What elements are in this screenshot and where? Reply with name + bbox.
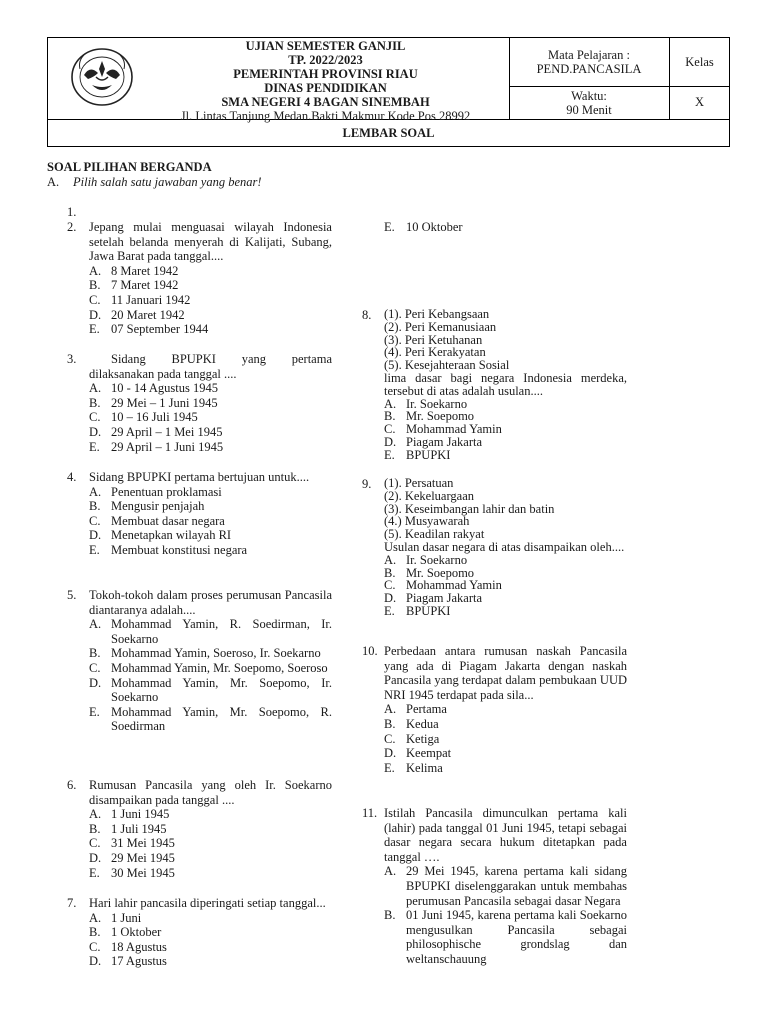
- option-letter: D.: [89, 424, 102, 439]
- section-title: SOAL PILIHAN BERGANDA: [47, 160, 212, 174]
- question-5: [67, 588, 332, 734]
- school-address: Jl. Lintas Tanjung Medan.Bakti Makmur Kode Pos 28992: [180, 109, 471, 123]
- option-letter: E.: [89, 439, 100, 454]
- answer-option[interactable]: [362, 554, 627, 567]
- question-stem: Rumusan Pancasila yang oleh Ir. Soekarno disampaikan pada tanggal ....: [89, 778, 332, 807]
- answer-option[interactable]: [67, 851, 332, 866]
- question-number: 4.: [67, 470, 77, 484]
- time-value: 90 Menit: [566, 103, 612, 117]
- question-stem: Istilah Pancasila dimunculkan pertama kali (lahir) pada tanggal 01 Juni 1945, tetapi sebagai dasar negara secara hukum ditetapkan pada tanggal ….: [384, 806, 627, 864]
- answer-option[interactable]: [67, 705, 332, 734]
- answer-option[interactable]: [67, 836, 332, 851]
- list-line: (3). Peri Ketuhanan: [384, 332, 483, 347]
- option-text: 11 Januari 1942: [111, 292, 191, 307]
- answer-option[interactable]: [67, 822, 332, 837]
- subject-label: Mata Pelajaran :: [548, 48, 630, 62]
- option-letter: D.: [384, 591, 397, 606]
- option-text: 10 Oktober: [406, 220, 463, 234]
- option-letter: B.: [384, 908, 396, 923]
- question-1: [67, 205, 332, 220]
- answer-option[interactable]: [67, 293, 332, 308]
- answer-option[interactable]: [67, 440, 332, 455]
- answer-option[interactable]: [67, 499, 332, 514]
- option-text: Keempat: [406, 746, 452, 761]
- question-stem: Hari lahir pancasila diperingati setiap tanggal...: [89, 896, 326, 910]
- option-letter: A.: [89, 807, 102, 822]
- list-line: (4). Peri Kerakyatan: [384, 345, 486, 360]
- question-number: 5.: [67, 588, 77, 602]
- time-label: Waktu:: [571, 89, 607, 103]
- option-text: Membuat dasar negara: [111, 513, 225, 528]
- option-letter: D.: [89, 675, 102, 690]
- question-number: 2.: [67, 220, 77, 234]
- institution-block: [148, 39, 503, 123]
- option-text: 30 Mei 1945: [111, 865, 175, 880]
- class-cell: [669, 38, 730, 119]
- answer-option[interactable]: [67, 646, 332, 661]
- institution-line: PEMERINTAH PROVINSI RIAU: [233, 67, 418, 81]
- exam-header-table: [47, 37, 730, 147]
- institution-cell: [48, 38, 510, 123]
- option-text: Mr. Soepomo: [406, 409, 475, 424]
- option-text: Mohammad Yamin, Soeroso, Ir. Soekarno: [111, 646, 321, 661]
- answer-option[interactable]: [67, 514, 332, 529]
- subject-cell: [509, 38, 670, 119]
- answer-option[interactable]: [67, 925, 332, 940]
- sheet-title: LEMBAR SOAL: [342, 126, 435, 140]
- answer-option[interactable]: [67, 410, 332, 425]
- answer-option[interactable]: [67, 543, 332, 558]
- question-number: 1.: [67, 205, 77, 219]
- question-stem: Perbedaan antara rumusan naskah Pancasila yang ada di Piagam Jakarta dengan naskah Pancasila yang terdapat dalam pembukaan UUD NRI 1945 terdapat pada sila...: [384, 644, 627, 702]
- option-letter: C.: [384, 578, 396, 593]
- question-number: 11.: [362, 806, 378, 820]
- option-text: 1 Juni: [111, 910, 142, 925]
- option-text: Membuat konstitusi negara: [111, 542, 248, 557]
- question-2: [67, 220, 332, 337]
- list-line: (2). Peri Kemanusiaan: [384, 319, 497, 334]
- question-11: [362, 806, 627, 967]
- option-text: Mohammad Yamin: [406, 422, 502, 437]
- option-letter: C.: [384, 731, 396, 746]
- institution-line: DINAS PENDIDIKAN: [264, 81, 387, 95]
- answer-option[interactable]: [362, 449, 627, 462]
- option-letter: E.: [384, 220, 395, 234]
- option-letter: A.: [384, 552, 397, 567]
- question-stem: Sidang BPUPKI pertama bertujuan untuk....: [89, 470, 310, 484]
- answer-option[interactable]: [362, 746, 627, 761]
- option-text: Piagam Jakarta: [406, 434, 483, 449]
- option-text: 29 Mei – 1 Juni 1945: [111, 395, 218, 410]
- question-3: [67, 352, 332, 454]
- answer-option[interactable]: [67, 807, 332, 822]
- answer-option[interactable]: [67, 940, 332, 955]
- option-text: Ir. Soekarno: [406, 396, 468, 411]
- option-text: Ketiga: [406, 731, 440, 746]
- answer-option[interactable]: [67, 425, 332, 440]
- question-number: 10.: [362, 644, 378, 658]
- answer-option[interactable]: [67, 308, 332, 323]
- question-stem: Jepang mulai menguasai wilayah Indonesia setelah belanda menyerah di Kalijati, Subang, Jawa Barat pada tanggal....: [89, 220, 332, 264]
- header-row: [48, 38, 729, 123]
- question-7: [67, 896, 332, 969]
- list-line: (3). Keseimbangan lahir dan batin: [384, 501, 555, 516]
- question-4: [67, 470, 332, 558]
- question-10: [362, 644, 627, 775]
- question-number: 6.: [67, 778, 77, 792]
- class-top: [669, 38, 730, 87]
- option-text: 01 Juni 1945, karena pertama kali Soekarno mengusulkan Pancasila sebagai philosophische grondslag dan weltanschauung: [406, 908, 627, 966]
- option-letter: C.: [89, 410, 101, 425]
- option-text: 1 Juni 1945: [111, 807, 170, 822]
- option-letter: B.: [89, 646, 101, 661]
- answer-option[interactable]: [362, 579, 627, 592]
- option-text: Kelima: [406, 760, 443, 775]
- option-letter: C.: [89, 292, 101, 307]
- list-line: (5). Keadilan rakyat: [384, 527, 485, 542]
- list-line: (2). Kekeluargaan: [384, 488, 475, 503]
- option-text: 10 - 14 Agustus 1945: [111, 381, 218, 396]
- answer-option[interactable]: [67, 396, 332, 411]
- option-text: 31 Mei 1945: [111, 836, 175, 851]
- option-letter: B.: [384, 716, 396, 731]
- list-line: (1). Peri Kebangsaan: [384, 307, 490, 321]
- option-letter: B.: [89, 925, 101, 940]
- option-letter: A.: [89, 381, 102, 396]
- option-letter: C.: [89, 836, 101, 851]
- answer-option[interactable]: [67, 676, 332, 705]
- option-text: Pertama: [406, 702, 447, 717]
- option-letter: E.: [384, 760, 395, 775]
- option-text: 18 Agustus: [111, 939, 167, 954]
- instruction-text: Pilih salah satu jawaban yang benar!: [73, 175, 262, 189]
- option-letter: D.: [384, 434, 397, 449]
- answer-option[interactable]: [67, 661, 332, 676]
- question-stem: Usulan dasar negara di atas disampaikan oleh....: [384, 539, 625, 554]
- option-text: 17 Agustus: [111, 954, 167, 969]
- option-text: 29 April – 1 Juni 1945: [111, 439, 224, 454]
- option-letter: D.: [89, 528, 102, 543]
- option-letter: B.: [89, 278, 101, 293]
- answer-option[interactable]: [362, 220, 627, 235]
- option-letter: D.: [89, 307, 102, 322]
- instruction-letter: A.: [47, 175, 60, 189]
- option-text: 29 April – 1 Mei 1945: [111, 424, 223, 439]
- question-number: 9.: [362, 477, 372, 491]
- option-text: 7 Maret 1942: [111, 278, 179, 293]
- class-label: Kelas: [685, 55, 714, 69]
- answer-option[interactable]: [362, 732, 627, 747]
- option-text: Mohammad Yamin, Mr. Soepomo, R. Soedirman: [111, 704, 332, 734]
- answer-option[interactable]: [362, 398, 627, 411]
- answer-option[interactable]: [67, 866, 332, 881]
- option-text: Penentuan proklamasi: [111, 484, 222, 499]
- option-text: 8 Maret 1942: [111, 263, 179, 278]
- option-text: Menetapkan wilayah RI: [111, 528, 232, 543]
- option-letter: E.: [384, 447, 395, 462]
- option-text: Mr. Soepomo: [406, 565, 475, 580]
- option-letter: C.: [384, 422, 396, 437]
- option-letter: A.: [384, 396, 397, 411]
- option-letter: D.: [384, 746, 397, 761]
- option-text: 1 Oktober: [111, 925, 162, 940]
- option-letter: B.: [384, 565, 396, 580]
- answer-option[interactable]: [67, 528, 332, 543]
- option-letter: A.: [89, 910, 102, 925]
- answer-option[interactable]: [362, 864, 627, 908]
- question-9: [362, 477, 627, 618]
- option-letter: B.: [89, 499, 101, 514]
- answer-option[interactable]: [362, 436, 627, 449]
- answer-option[interactable]: [362, 592, 627, 605]
- answer-option[interactable]: [362, 605, 627, 618]
- option-letter: E.: [89, 322, 100, 337]
- answer-option[interactable]: [67, 617, 332, 646]
- list-line: (4.) Musyawarah: [384, 514, 470, 529]
- option-text: BPUPKI: [406, 603, 451, 618]
- institution-line: TP. 2022/2023: [288, 53, 363, 67]
- answer-option[interactable]: [362, 908, 627, 966]
- answer-option[interactable]: [362, 717, 627, 732]
- question-number: 7.: [67, 896, 77, 910]
- option-text: Mengusir penjajah: [111, 499, 205, 514]
- question-6: [67, 778, 332, 880]
- institution-line: UJIAN SEMESTER GANJIL: [245, 39, 406, 53]
- option-text: 29 Mei 1945: [111, 850, 175, 865]
- answer-option[interactable]: [67, 264, 332, 279]
- answer-option[interactable]: [67, 322, 332, 337]
- institution-line: SMA NEGERI 4 BAGAN SINEMBAH: [221, 95, 430, 109]
- option-letter: E.: [384, 603, 395, 618]
- answer-option[interactable]: [67, 954, 332, 969]
- option-text: 20 Maret 1942: [111, 307, 185, 322]
- option-letter: A.: [384, 702, 397, 717]
- option-text: Kedua: [406, 716, 439, 731]
- answer-option[interactable]: [362, 702, 627, 717]
- answer-option[interactable]: [362, 423, 627, 436]
- option-letter: E.: [89, 865, 100, 880]
- tut-wuri-handayani-logo-icon: [70, 47, 134, 107]
- option-text: Mohammad Yamin, Mr. Soepomo, Ir. Soekarno: [111, 675, 332, 705]
- class-value: X: [694, 95, 705, 109]
- option-letter: A.: [89, 263, 102, 278]
- question-number: 3.: [67, 352, 77, 366]
- answer-option[interactable]: [67, 278, 332, 293]
- question-7-continued: [362, 220, 627, 235]
- option-text: Mohammad Yamin, Mr. Soepomo, Soeroso: [111, 660, 328, 675]
- list-line: (1). Persatuan: [384, 476, 454, 490]
- question-stem: lima dasar bagi negara Indonesia merdeka, tersebut di atas adalah usulan....: [384, 370, 627, 398]
- option-text: 29 Mei 1945, karena pertama kali sidang BPUPKI diselenggarakan untuk membahas perumusan Pancasila sebagai dasar Negara: [406, 864, 627, 908]
- option-letter: D.: [89, 850, 102, 865]
- option-letter: B.: [384, 409, 396, 424]
- question-stem: Sidang BPUPKI yang pertama dilaksanakan pada tanggal ....: [89, 352, 332, 381]
- subject-value: PEND.PANCASILA: [536, 62, 642, 76]
- option-letter: E.: [89, 542, 100, 557]
- option-letter: B.: [89, 395, 101, 410]
- option-letter: A.: [384, 864, 397, 879]
- option-text: 1 Juli 1945: [111, 821, 167, 836]
- option-text: BPUPKI: [406, 447, 451, 462]
- option-letter: C.: [89, 513, 101, 528]
- list-line: (5). Kesejahteraan Sosial: [384, 358, 510, 373]
- question-8: [362, 308, 627, 462]
- option-letter: A.: [89, 484, 102, 499]
- option-letter: E.: [89, 704, 100, 719]
- option-text: Mohammad Yamin, R. Soedirman, Ir. Soekarno: [111, 617, 332, 646]
- option-text: Mohammad Yamin: [406, 578, 502, 593]
- option-letter: D.: [89, 954, 102, 969]
- option-letter: A.: [89, 617, 102, 632]
- option-text: 07 September 1944: [111, 322, 209, 337]
- option-letter: C.: [89, 660, 101, 675]
- question-stem: Tokoh-tokoh dalam proses perumusan Pancasila diantaranya adalah....: [89, 588, 332, 617]
- answer-option[interactable]: [67, 381, 332, 396]
- option-text: 10 – 16 Juli 1945: [111, 410, 198, 425]
- answer-option[interactable]: [67, 911, 332, 926]
- subject-top: [509, 38, 669, 87]
- answer-option[interactable]: [67, 485, 332, 500]
- answer-option[interactable]: [362, 761, 627, 776]
- option-text: Ir. Soekarno: [406, 552, 468, 567]
- question-number: 8.: [362, 308, 372, 322]
- option-letter: C.: [89, 939, 101, 954]
- option-letter: B.: [89, 821, 101, 836]
- option-text: Piagam Jakarta: [406, 591, 483, 606]
